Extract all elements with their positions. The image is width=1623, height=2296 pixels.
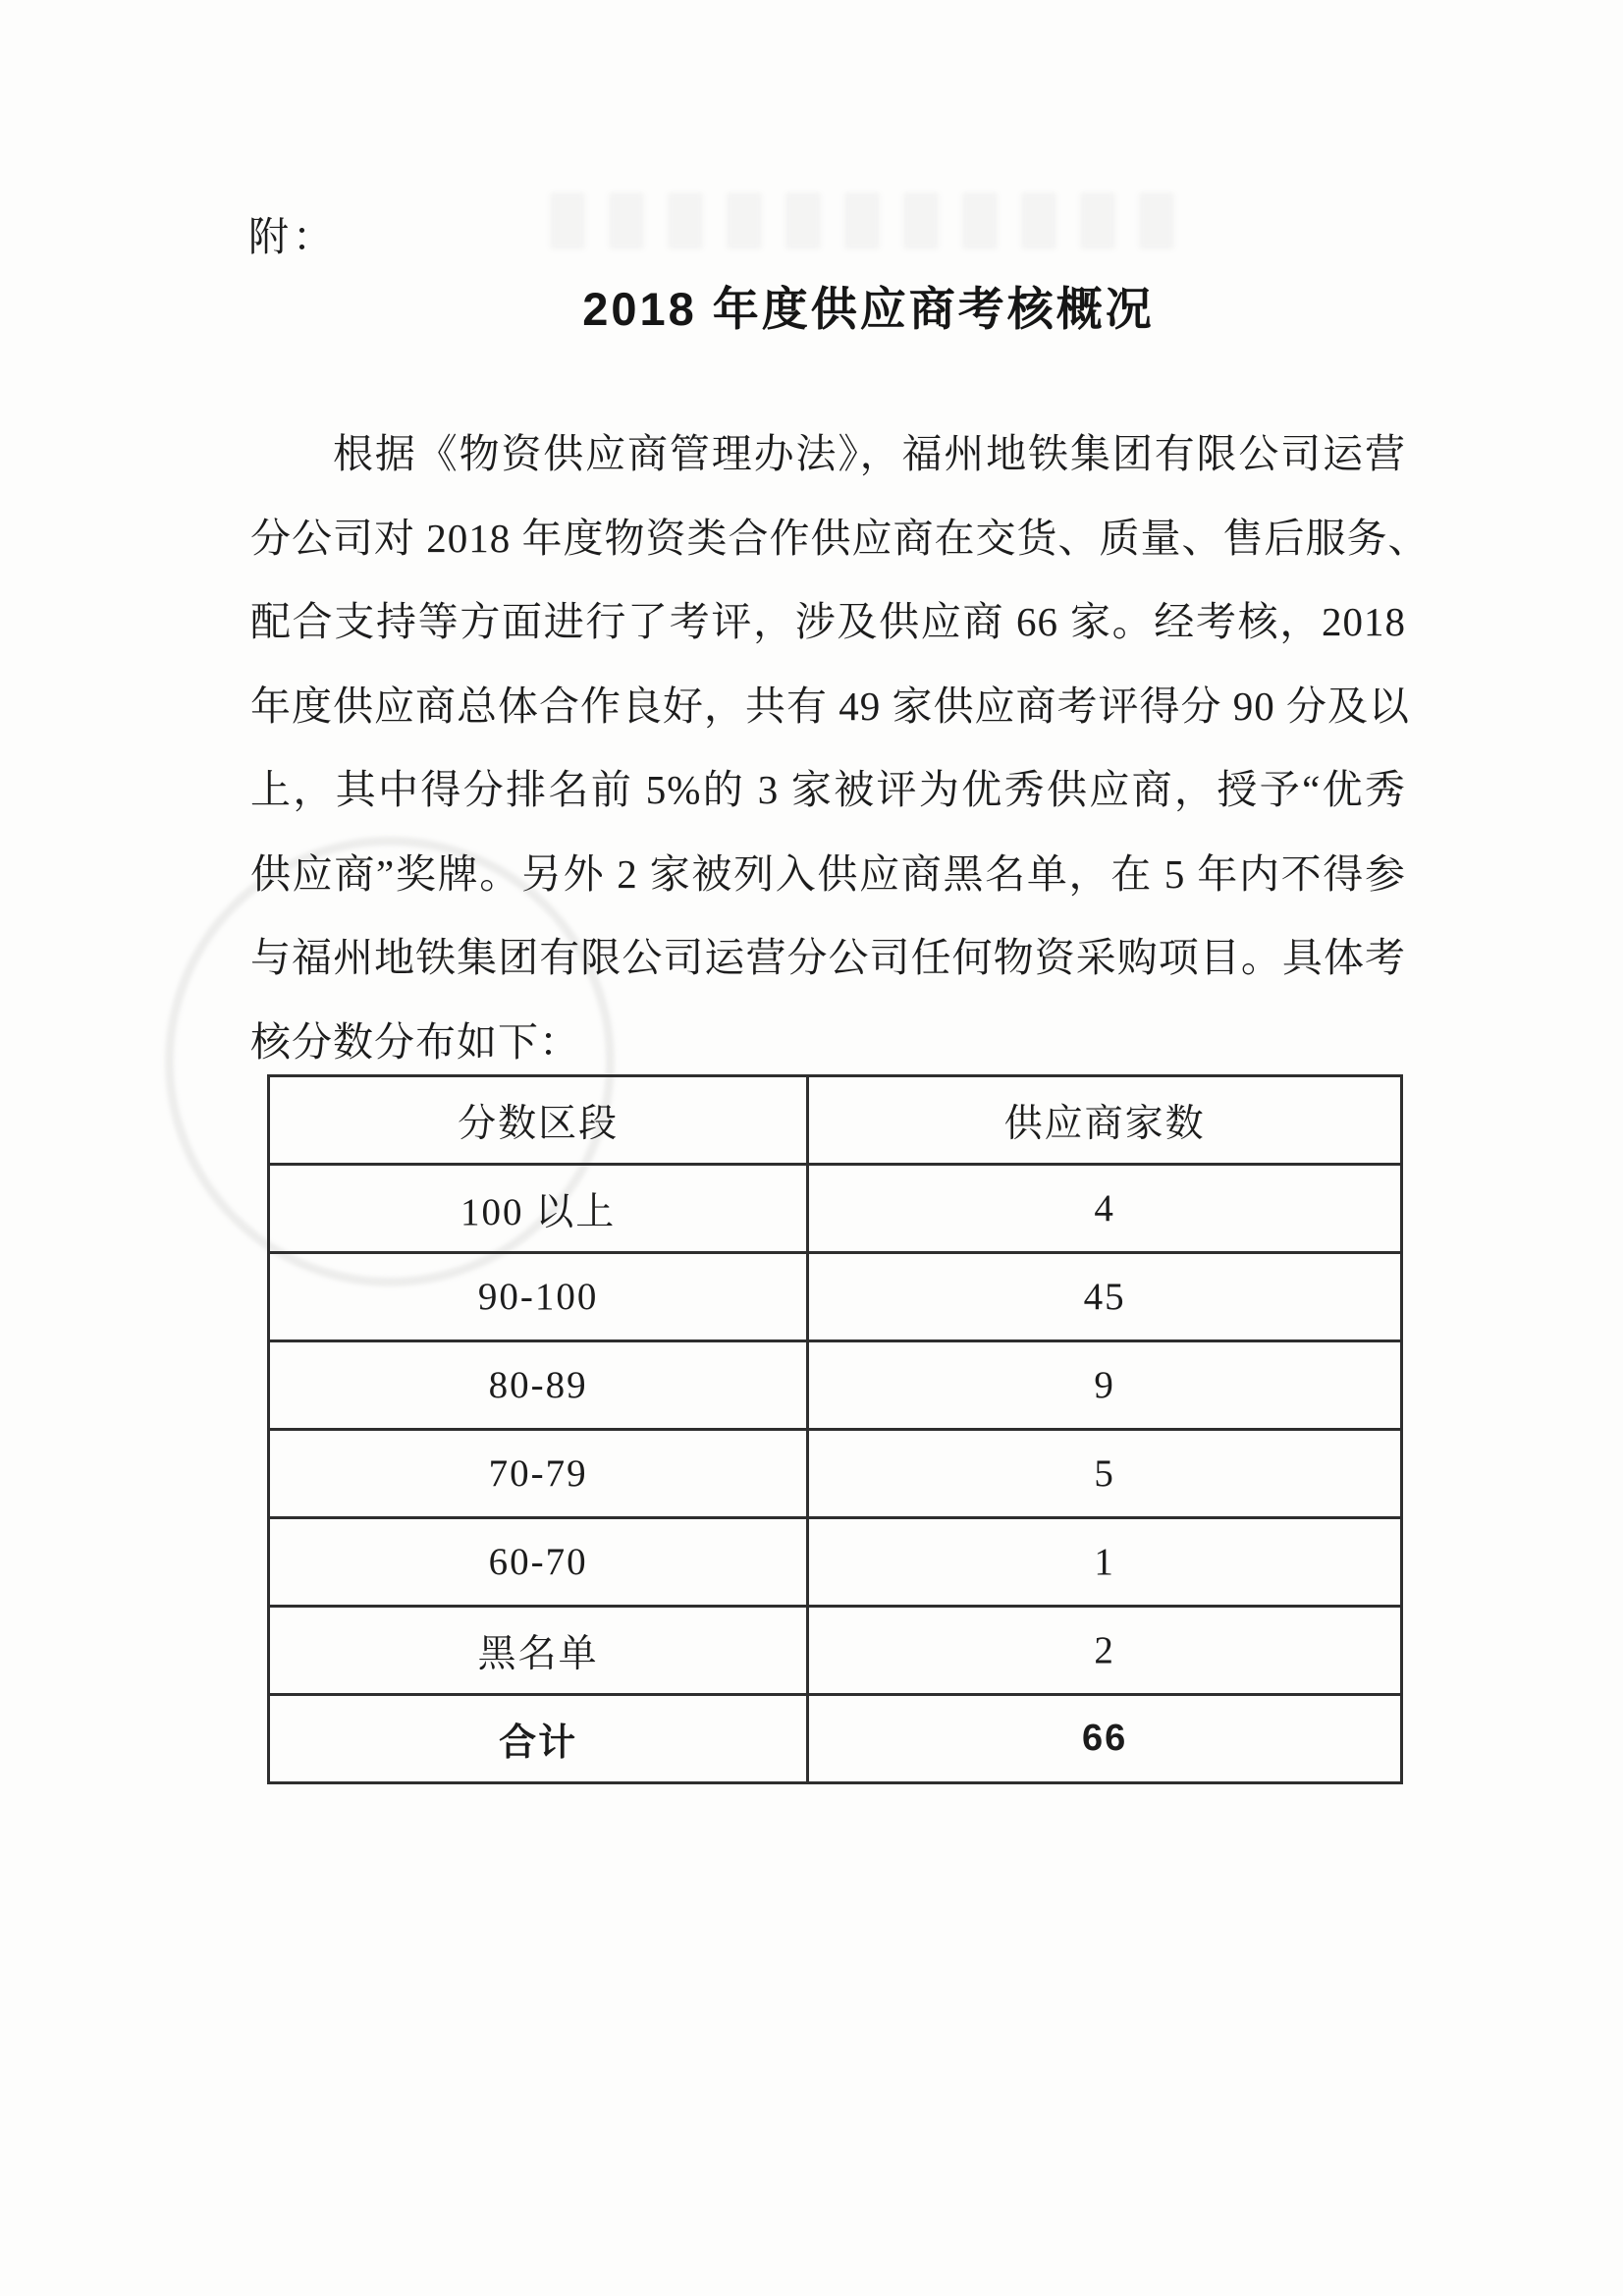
table-row — [269, 1430, 1402, 1518]
table-row — [269, 1518, 1402, 1607]
score-distribution-table — [267, 1074, 1403, 1784]
table-cell: 5 — [808, 1430, 1402, 1518]
table-header-cell: 供应商家数 — [808, 1076, 1402, 1165]
paragraph-line: 核分数分布如下： — [250, 1018, 580, 1065]
table-cell: 黑名单 — [269, 1607, 808, 1695]
table-cell: 45 — [808, 1253, 1402, 1341]
table-cell: 80-89 — [269, 1341, 808, 1430]
paragraph-line: 配合支持等方面进行了考评，涉及供应商 66 家。经考核，2018 — [250, 599, 1406, 644]
table-row — [269, 1076, 1402, 1165]
table-row — [269, 1253, 1402, 1341]
paragraph-line: 供应商”奖牌。另外 2 家被列入供应商黑名单，在 5 年内不得参 — [250, 850, 1406, 897]
table-cell: 100 以上 — [269, 1165, 808, 1253]
table-cell: 1 — [808, 1518, 1402, 1607]
table-cell: 2 — [808, 1607, 1402, 1695]
table-row — [269, 1165, 1402, 1253]
paragraph-line: 上，其中得分排名前 5%的 3 家被评为优秀供应商，授予“优秀 — [250, 767, 1406, 812]
table-cell: 70-79 — [269, 1430, 808, 1518]
table-cell: 66 — [808, 1695, 1402, 1783]
table-cell: 合计 — [269, 1695, 808, 1783]
paragraph-line: 分公司对 2018 年度物资类合作供应商在交货、质量、售后服务、 — [250, 515, 1430, 561]
table-header-row — [269, 1076, 1402, 1165]
table-row — [269, 1341, 1402, 1430]
attachment-label: 附： — [248, 214, 337, 259]
paragraph-line: 年度供应商总体合作良好，共有 49 家供应商考评得分 90 分及以 — [250, 683, 1410, 729]
table-row — [269, 1607, 1402, 1695]
page-title: 2018 年度供应商考核概况 — [582, 283, 1155, 335]
paragraph-line: 根据《物资供应商管理办法》，福州地铁集团有限公司运营 — [333, 431, 1406, 476]
table-cell: 90-100 — [269, 1253, 808, 1341]
table-cell: 4 — [808, 1165, 1402, 1253]
table-body — [269, 1165, 1402, 1783]
body-paragraph — [250, 412, 1430, 1084]
table-header-cell: 分数区段 — [269, 1076, 808, 1165]
bleedthrough-artifact — [550, 192, 1188, 249]
table-total-row — [269, 1695, 1402, 1783]
paragraph-line: 与福州地铁集团有限公司运营分公司任何物资采购项目。具体考 — [250, 935, 1406, 980]
table-cell: 9 — [808, 1341, 1402, 1430]
table-cell: 60-70 — [269, 1518, 808, 1607]
